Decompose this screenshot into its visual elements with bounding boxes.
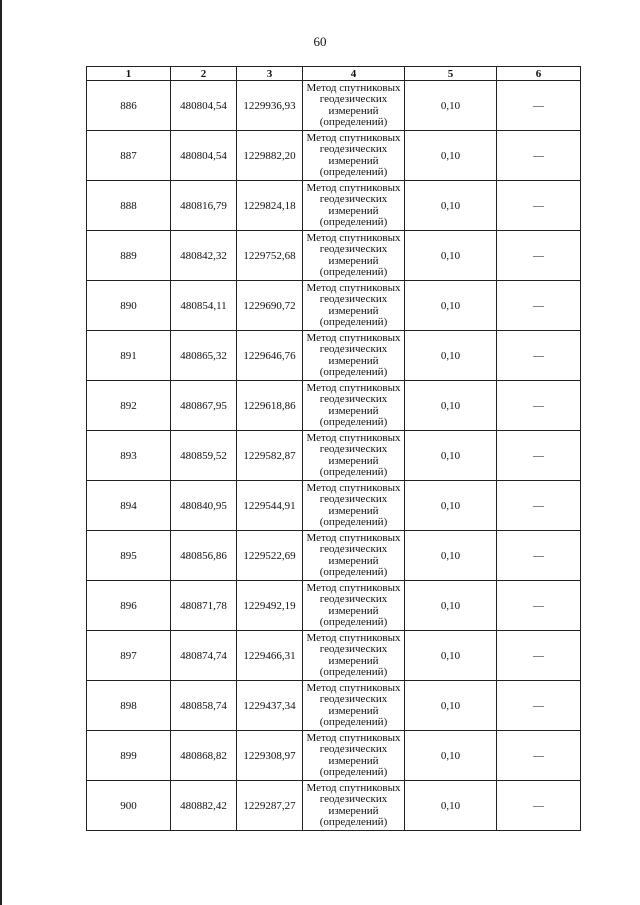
method-line: Метод спутниковых [306,781,401,794]
method-line: измерений [328,704,379,717]
table-row [87,531,581,581]
method-line: измерений [328,604,379,617]
y-coordinate-cell: 1229544,91 [237,481,303,531]
point-number-cell: 894 [87,481,171,531]
method-cell [303,631,405,681]
note-cell: — [497,231,581,281]
note-cell: — [497,681,581,731]
method-line: Метод спутниковых [306,431,401,444]
note-cell: — [497,731,581,781]
method-line: (определений) [319,316,388,328]
accuracy-cell: 0,10 [405,231,497,281]
accuracy-cell: 0,10 [405,131,497,181]
method-line: измерений [328,454,379,467]
scan-left-edge [0,0,2,905]
method-line: измерений [328,404,379,417]
point-number-cell: 887 [87,131,171,181]
accuracy-cell: 0,10 [405,481,497,531]
method-line: геодезических [319,143,388,155]
method-cell [303,531,405,581]
method-line: (определений) [319,766,388,778]
table-row [87,731,581,781]
method-line: (определений) [319,466,388,478]
method-line: измерений [328,154,379,167]
note-cell: — [497,181,581,231]
method-line: Метод спутниковых [306,581,401,594]
method-line: измерений [328,504,379,517]
method-cell [303,431,405,481]
table-body [87,81,581,831]
method-line: геодезических [319,393,388,405]
x-coordinate-cell: 480871,78 [171,581,237,631]
x-coordinate-cell: 480840,95 [171,481,237,531]
method-line: (определений) [319,166,388,178]
point-number-cell: 892 [87,381,171,431]
y-coordinate-cell: 1229522,69 [237,531,303,581]
method-line: Метод спутниковых [306,681,401,694]
method-line: Метод спутниковых [306,81,401,94]
x-coordinate-cell: 480854,11 [171,281,237,331]
y-coordinate-cell: 1229618,86 [237,381,303,431]
note-cell: — [497,281,581,331]
point-number-cell: 896 [87,581,171,631]
x-coordinate-cell: 480865,32 [171,331,237,381]
method-line: измерений [328,104,379,117]
accuracy-cell: 0,10 [405,581,497,631]
accuracy-cell: 0,10 [405,81,497,131]
point-number-cell: 890 [87,281,171,331]
method-line: (определений) [319,816,388,828]
method-line: (определений) [319,116,388,128]
method-line: геодезических [319,343,388,355]
y-coordinate-cell: 1229287,27 [237,781,303,831]
method-cell [303,681,405,731]
x-coordinate-cell: 480856,86 [171,531,237,581]
method-line: Метод спутниковых [306,281,401,294]
method-line: (определений) [319,516,388,528]
method-line: измерений [328,254,379,267]
note-cell: — [497,431,581,481]
note-cell: — [497,631,581,681]
method-cell [303,131,405,181]
method-cell [303,281,405,331]
x-coordinate-cell: 480867,95 [171,381,237,431]
point-number-cell: 900 [87,781,171,831]
column-header-6: 6 [497,67,581,81]
y-coordinate-cell: 1229824,18 [237,181,303,231]
table-row [87,631,581,681]
point-number-cell: 899 [87,731,171,781]
y-coordinate-cell: 1229752,68 [237,231,303,281]
note-cell: — [497,781,581,831]
point-number-cell: 895 [87,531,171,581]
method-line: Метод спутниковых [306,131,401,144]
table-row [87,381,581,431]
y-coordinate-cell: 1229437,34 [237,681,303,731]
x-coordinate-cell: 480882,42 [171,781,237,831]
note-cell: — [497,581,581,631]
header-row [87,67,581,81]
method-cell [303,231,405,281]
method-line: измерений [328,804,379,817]
page-number: 60 [313,34,327,49]
note-cell: — [497,531,581,581]
method-line: измерений [328,304,379,317]
column-header-3: 3 [237,67,303,81]
method-line: геодезических [319,643,388,655]
method-line: Метод спутниковых [306,731,401,744]
accuracy-cell: 0,10 [405,731,497,781]
table-row [87,781,581,831]
method-line: геодезических [319,243,388,255]
column-header-4: 4 [303,67,405,81]
method-line: геодезических [319,493,388,505]
point-number-cell: 893 [87,431,171,481]
method-line: Метод спутниковых [306,631,401,644]
table-row [87,81,581,131]
table-row [87,281,581,331]
method-line: Метод спутниковых [306,331,401,344]
method-line: (определений) [319,616,388,628]
method-cell [303,331,405,381]
column-header-1: 1 [87,67,171,81]
method-line: (определений) [319,416,388,428]
method-line: геодезических [319,443,388,455]
accuracy-cell: 0,10 [405,681,497,731]
method-cell [303,381,405,431]
method-cell [303,781,405,831]
accuracy-cell: 0,10 [405,531,497,581]
method-line: (определений) [319,566,388,578]
y-coordinate-cell: 1229492,19 [237,581,303,631]
accuracy-cell: 0,10 [405,781,497,831]
note-cell: — [497,81,581,131]
table-row [87,681,581,731]
accuracy-cell: 0,10 [405,331,497,381]
table-row [87,131,581,181]
method-line: измерений [328,754,379,767]
y-coordinate-cell: 1229582,87 [237,431,303,481]
note-cell: — [497,131,581,181]
x-coordinate-cell: 480858,74 [171,681,237,731]
method-line: (определений) [319,366,388,378]
table-row [87,481,581,531]
y-coordinate-cell: 1229690,72 [237,281,303,331]
x-coordinate-cell: 480804,54 [171,81,237,131]
table-row [87,231,581,281]
x-coordinate-cell: 480859,52 [171,431,237,481]
method-line: (определений) [319,266,388,278]
y-coordinate-cell: 1229308,97 [237,731,303,781]
method-line: (определений) [319,716,388,728]
method-cell [303,581,405,631]
method-line: геодезических [319,93,388,105]
x-coordinate-cell: 480804,54 [171,131,237,181]
method-line: (определений) [319,216,388,228]
method-line: Метод спутниковых [306,481,401,494]
table-row [87,581,581,631]
point-number-cell: 886 [87,81,171,131]
method-line: измерений [328,554,379,567]
method-line: Метод спутниковых [306,531,401,544]
accuracy-cell: 0,10 [405,281,497,331]
method-line: измерений [328,204,379,217]
x-coordinate-cell: 480842,32 [171,231,237,281]
method-line: измерений [328,654,379,667]
note-cell: — [497,481,581,531]
method-line: Метод спутниковых [306,181,401,194]
method-cell [303,181,405,231]
method-cell [303,81,405,131]
accuracy-cell: 0,10 [405,431,497,481]
method-line: геодезических [319,793,388,805]
point-number-cell: 889 [87,231,171,281]
accuracy-cell: 0,10 [405,631,497,681]
column-header-2: 2 [171,67,237,81]
x-coordinate-cell: 480868,82 [171,731,237,781]
note-cell: — [497,381,581,431]
method-line: (определений) [319,666,388,678]
accuracy-cell: 0,10 [405,181,497,231]
y-coordinate-cell: 1229936,93 [237,81,303,131]
point-number-cell: 891 [87,331,171,381]
table-row [87,431,581,481]
method-line: геодезических [319,693,388,705]
point-number-cell: 897 [87,631,171,681]
method-line: геодезических [319,193,388,205]
x-coordinate-cell: 480816,79 [171,181,237,231]
method-line: Метод спутниковых [306,381,401,394]
x-coordinate-cell: 480874,74 [171,631,237,681]
point-number-cell: 888 [87,181,171,231]
point-number-cell: 898 [87,681,171,731]
method-line: Метод спутниковых [306,231,401,244]
note-cell: — [497,331,581,381]
coordinates-table [86,66,581,831]
accuracy-cell: 0,10 [405,381,497,431]
method-line: геодезических [319,593,388,605]
method-line: измерений [328,354,379,367]
method-cell [303,481,405,531]
method-cell [303,731,405,781]
method-line: геодезических [319,543,388,555]
table-row [87,331,581,381]
method-line: геодезических [319,743,388,755]
y-coordinate-cell: 1229646,76 [237,331,303,381]
y-coordinate-cell: 1229882,20 [237,131,303,181]
y-coordinate-cell: 1229466,31 [237,631,303,681]
column-header-5: 5 [405,67,497,81]
method-line: геодезических [319,293,388,305]
table-row [87,181,581,231]
